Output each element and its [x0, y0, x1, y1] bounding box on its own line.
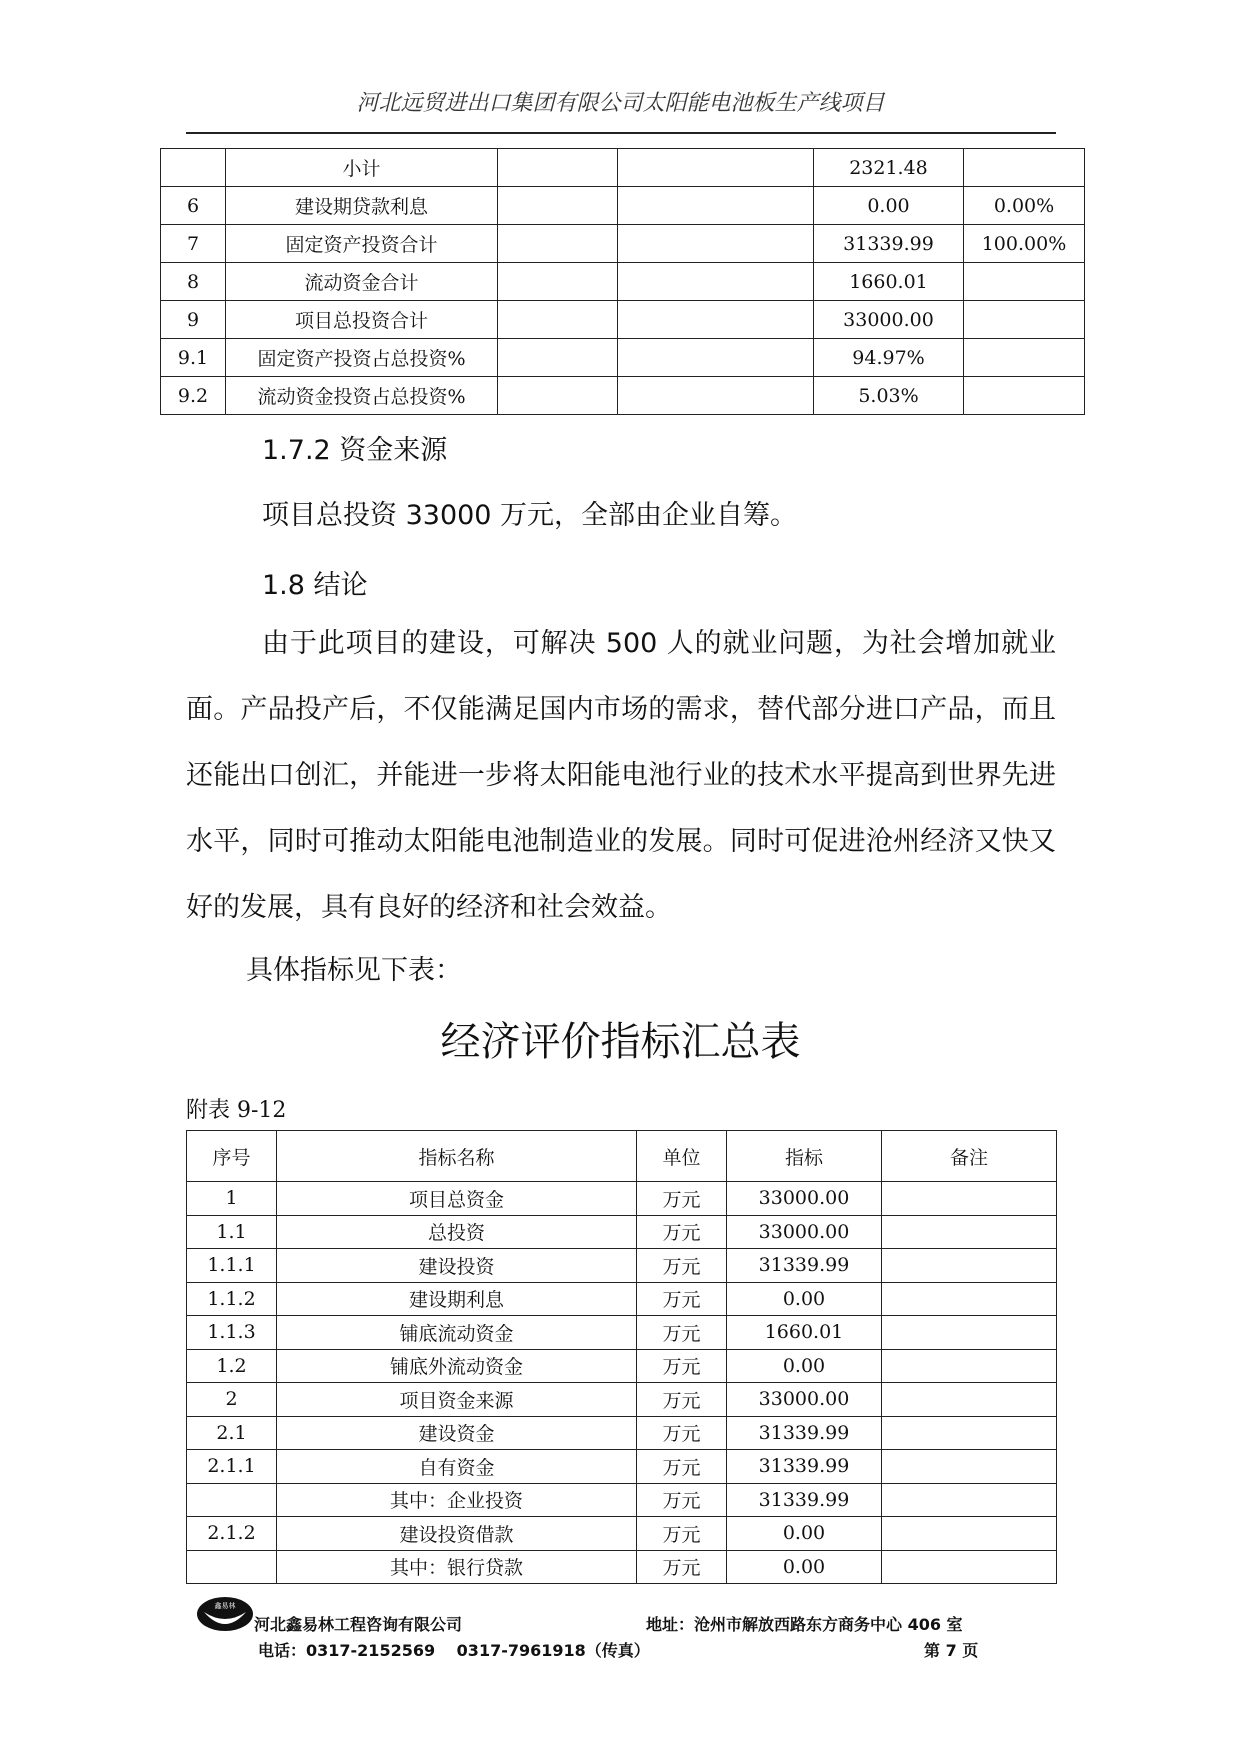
- table-cell: 1660.01: [727, 1316, 882, 1350]
- table-header-cell: 指标名称: [277, 1131, 637, 1182]
- table-cell: [498, 225, 618, 263]
- table-cell: 0.00: [727, 1349, 882, 1383]
- funding-source-paragraph: [186, 483, 1056, 549]
- table-cell: [882, 1249, 1057, 1283]
- investment-table: [160, 148, 1085, 415]
- table-cell: 2.1.1: [187, 1450, 277, 1484]
- table-row: [187, 1282, 1057, 1316]
- table-cell: 万元: [637, 1349, 727, 1383]
- table-cell: 流动资金投资占总投资%: [226, 377, 498, 415]
- table-cell: 2.1: [187, 1416, 277, 1450]
- table-cell: [618, 377, 814, 415]
- table-cell: 万元: [637, 1450, 727, 1484]
- table-cell: [618, 263, 814, 301]
- table-row: [187, 1249, 1057, 1283]
- table-row: [187, 1316, 1057, 1350]
- table-cell: [498, 263, 618, 301]
- table-row: [187, 1182, 1057, 1216]
- table-row: [187, 1383, 1057, 1417]
- table-cell: 94.97%: [814, 339, 964, 377]
- table-header-cell: 序号: [187, 1131, 277, 1182]
- svg-text:鑫易林: 鑫易林: [214, 1602, 236, 1610]
- table-cell: 铺底外流动资金: [277, 1349, 637, 1383]
- table-cell: [618, 149, 814, 187]
- table-cell: 31339.99: [727, 1450, 882, 1484]
- table-cell: 9.1: [161, 339, 226, 377]
- table-cell: 1.1.3: [187, 1316, 277, 1350]
- table-cell: 33000.00: [814, 301, 964, 339]
- table-cell: [187, 1550, 277, 1584]
- table-cell: [882, 1182, 1057, 1216]
- table-row: [161, 187, 1085, 225]
- table-cell: 1: [187, 1182, 277, 1216]
- table-cell: [964, 377, 1085, 415]
- table-cell: [498, 187, 618, 225]
- table-cell: 万元: [637, 1483, 727, 1517]
- table-cell: [882, 1316, 1057, 1350]
- table-cell: 8: [161, 263, 226, 301]
- table-row: [161, 225, 1085, 263]
- economic-indicator-table: [186, 1130, 1057, 1584]
- table-cell: 5.03%: [814, 377, 964, 415]
- table-row: [187, 1517, 1057, 1551]
- table-cell: [498, 149, 618, 187]
- table-cell: 流动资金合计: [226, 263, 498, 301]
- table-cell: [618, 301, 814, 339]
- table-cell: 万元: [637, 1383, 727, 1417]
- table-cell: 1.1.2: [187, 1282, 277, 1316]
- table-cell: [187, 1483, 277, 1517]
- table-cell: 小计: [226, 149, 498, 187]
- table-cell: 铺底流动资金: [277, 1316, 637, 1350]
- table-cell: [498, 339, 618, 377]
- table-cell: 固定资产投资合计: [226, 225, 498, 263]
- table-cell: [498, 377, 618, 415]
- table-cell: 1.2: [187, 1349, 277, 1383]
- company-logo-icon: [196, 1596, 254, 1632]
- table-cell: 总投资: [277, 1215, 637, 1249]
- footer-page-number: 第 7 页: [924, 1641, 979, 1660]
- table-cell: 建设期贷款利息: [226, 187, 498, 225]
- table-cell: 0.00%: [964, 187, 1085, 225]
- table-cell: 33000.00: [727, 1215, 882, 1249]
- footer-address: 地址：沧州市解放西路东方商务中心 406 室: [646, 1615, 963, 1634]
- summary-table-label: 附表 9-12: [186, 1098, 287, 1123]
- table-cell: 1660.01: [814, 263, 964, 301]
- table-cell: 0.00: [727, 1550, 882, 1584]
- table-cell: [161, 149, 226, 187]
- table-header-row: [187, 1131, 1057, 1182]
- table-cell: 2.1.2: [187, 1517, 277, 1551]
- conclusion-paragraph: [186, 611, 1056, 941]
- table-cell: 建设资金: [277, 1416, 637, 1450]
- table-cell: 建设投资: [277, 1249, 637, 1283]
- funding-source-text: 项目总投资 33000 万元，全部由企业自筹。: [262, 500, 798, 531]
- table-row: [161, 263, 1085, 301]
- table-row: [161, 149, 1085, 187]
- table-cell: 0.00: [814, 187, 964, 225]
- table-lead-text: 具体指标见下表：: [246, 955, 462, 986]
- table-cell: [964, 149, 1085, 187]
- table-cell: 0.00: [727, 1517, 882, 1551]
- table-cell: [964, 339, 1085, 377]
- table-row: [161, 339, 1085, 377]
- table-cell: 9.2: [161, 377, 226, 415]
- table-cell: 其中：银行贷款: [277, 1550, 637, 1584]
- table-cell: 自有资金: [277, 1450, 637, 1484]
- table-cell: 7: [161, 225, 226, 263]
- table-header-cell: 单位: [637, 1131, 727, 1182]
- table-cell: [882, 1416, 1057, 1450]
- table-cell: 万元: [637, 1316, 727, 1350]
- table-cell: 31339.99: [727, 1416, 882, 1450]
- table-row: [187, 1450, 1057, 1484]
- table-cell: [964, 263, 1085, 301]
- table-cell: 建设期利息: [277, 1282, 637, 1316]
- table-cell: 2: [187, 1383, 277, 1417]
- table-cell: [882, 1550, 1057, 1584]
- table-cell: 项目总资金: [277, 1182, 637, 1216]
- table-cell: [498, 301, 618, 339]
- table-row: [187, 1550, 1057, 1584]
- table-cell: 建设投资借款: [277, 1517, 637, 1551]
- table-cell: [964, 301, 1085, 339]
- header-rule: [186, 132, 1056, 134]
- table-lead-paragraph: [186, 938, 1056, 1004]
- table-row: [161, 377, 1085, 415]
- page-footer: [0, 1592, 1241, 1662]
- section-heading-funding-source: 1.7.2 资金来源: [262, 435, 448, 466]
- table-cell: [618, 225, 814, 263]
- footer-company: 河北鑫易林工程咨询有限公司: [254, 1615, 463, 1634]
- table-cell: [882, 1282, 1057, 1316]
- table-cell: [882, 1349, 1057, 1383]
- table-row: [187, 1349, 1057, 1383]
- table-cell: [882, 1383, 1057, 1417]
- summary-table-caption: 经济评价指标汇总表: [440, 1019, 801, 1065]
- table-cell: [618, 339, 814, 377]
- table-cell: 固定资产投资占总投资%: [226, 339, 498, 377]
- conclusion-text: 由于此项目的建设，可解决 500 人的就业问题，为社会增加就业面。产品投产后，不仅能满足国内市场的需求，替代部分进口产品，而且还能出口创汇，并能进一步将太阳能电池行业的技术水平提高到世界先进水平，同时可推动太阳能电池制造业的发展。同时可促进沧州经济又快又好的发展，具有良好的经济和社会效益。: [186, 628, 1056, 923]
- section-heading-conclusion: 1.8 结论: [262, 570, 368, 601]
- table-cell: 万元: [637, 1416, 727, 1450]
- table-cell: 6: [161, 187, 226, 225]
- table-row: [187, 1416, 1057, 1450]
- table-cell: 0.00: [727, 1282, 882, 1316]
- table-cell: 万元: [637, 1182, 727, 1216]
- table-cell: 万元: [637, 1249, 727, 1283]
- table-row: [187, 1215, 1057, 1249]
- table-cell: [882, 1450, 1057, 1484]
- table-cell: 万元: [637, 1215, 727, 1249]
- table-cell: [882, 1483, 1057, 1517]
- table-cell: 33000.00: [727, 1383, 882, 1417]
- table-cell: 项目资金来源: [277, 1383, 637, 1417]
- table-cell: 31339.99: [727, 1483, 882, 1517]
- table-cell: 万元: [637, 1282, 727, 1316]
- table-cell: 其中：企业投资: [277, 1483, 637, 1517]
- table-cell: 100.00%: [964, 225, 1085, 263]
- table-cell: 项目总投资合计: [226, 301, 498, 339]
- table-row: [161, 301, 1085, 339]
- table-cell: [882, 1517, 1057, 1551]
- table-header-cell: 备注: [882, 1131, 1057, 1182]
- table-cell: 31339.99: [727, 1249, 882, 1283]
- table-cell: [618, 187, 814, 225]
- table-row: [187, 1483, 1057, 1517]
- footer-phone: 电话：0317-2152569 0317-7961918（传真）: [258, 1641, 650, 1660]
- table-cell: 万元: [637, 1550, 727, 1584]
- table-cell: 万元: [637, 1517, 727, 1551]
- table-cell: 1.1: [187, 1215, 277, 1249]
- table-cell: [882, 1215, 1057, 1249]
- table-cell: 1.1.1: [187, 1249, 277, 1283]
- table-header-cell: 指标: [727, 1131, 882, 1182]
- page-header-title: 河北远贸进出口集团有限公司太阳能电池板生产线项目: [356, 91, 885, 116]
- table-cell: 2321.48: [814, 149, 964, 187]
- table-cell: 9: [161, 301, 226, 339]
- table-cell: 31339.99: [814, 225, 964, 263]
- table-cell: 33000.00: [727, 1182, 882, 1216]
